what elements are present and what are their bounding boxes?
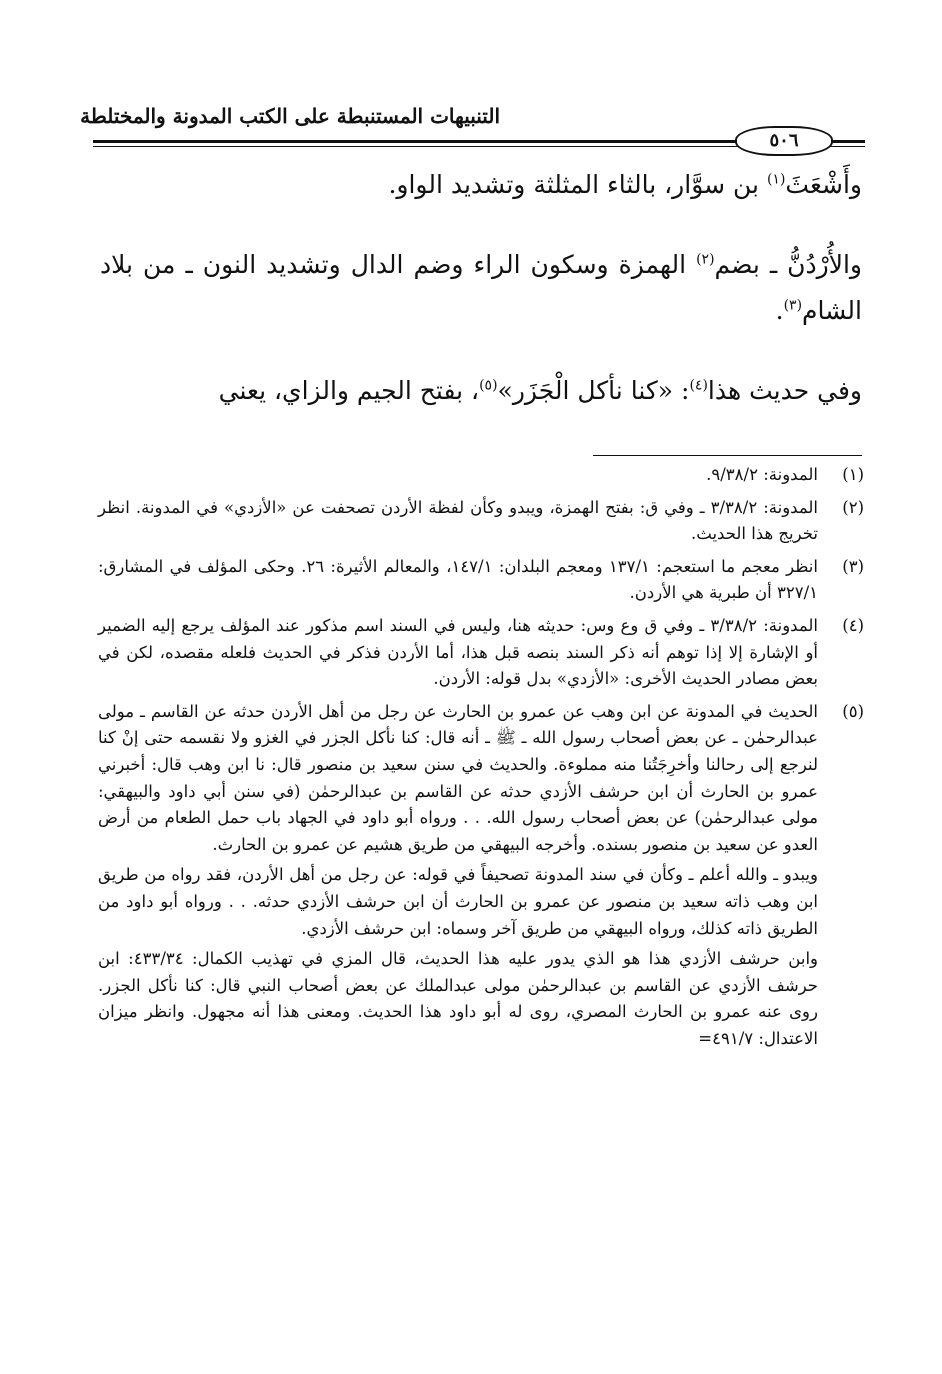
footnote-text: المدونة: ٩/٣٨/٢. <box>706 465 818 484</box>
footnote-ref-5: (٥) <box>479 377 498 394</box>
footnote-number: (٤) <box>842 615 864 635</box>
footnote-ref-2: (٢) <box>696 251 715 268</box>
footnote-number: (٥) <box>842 701 864 721</box>
footnote-text: انظر معجم ما استعجم: ١٣٧/١ ومعجم البلدان: ١٤٧/١، والمعالم الأثيرة: ٢٦. وحكى المؤلف في المشارق: ٣٢٧/١ أن طبرية هي الأردن. <box>98 556 818 603</box>
paragraph-ashath: وأَشْعَثَ$^{(١)}$ بن سوَّار، بالثاء المثلثة وتشديد الواو. <box>388 170 862 199</box>
footnote-number: (٣) <box>842 556 864 576</box>
footnotes <box>98 462 864 1058</box>
paragraph-urdun: والأُرْدُنُّ ـ بضم$^{(٢)}$ الهمزة وسكون الراء وضم الدال وتشديد النون ـ من بلاد الشام$^{(٣)}$. <box>100 250 863 325</box>
main-text <box>100 162 862 414</box>
footnote-5 <box>98 699 864 1053</box>
footnote-text-part-2: ويبدو ـ والله أعلم ـ وكأن في سند المدونة تصحيفاً في قوله: عن رجل من أهل الأردن، فقد رواه من طريق ابن وهب ذاته سعيد بن منصور عن عمرو بن الحارث أن ابن حرشف الأزدي حدثه. . . ورواه أبو داود من الطريق ذاته كذلك، ورواه البيهقي من طريق آخر وسماه: ابن حرشف الأزدي. <box>98 865 818 938</box>
footnote-text: المدونة: ٣/٣٨/٢ ـ وفي ق وع وس: حديثه هنا، وليس في السند اسم مذكور عند المؤلف يرجع إليه الضمير أو الإشارة إلا إذا توهم أنه ذكر السند بنصه قبل هذا، أما الأردن فذكر في الحديث فلعله مقصده، لكن في بعض مصادر الحديث الأخرى: «الأزدي» بدل قوله: الأردن. <box>98 615 818 689</box>
footnote-2 <box>98 495 864 548</box>
running-title: التنبيهات المستنبطة على الكتب المدونة والمختلطة <box>80 104 500 128</box>
footnote-text: المدونة: ٣/٣٨/٢ ـ وفي ق: بفتح الهمزة، ويبدو وكأن لفظة الأردن تصحفت عن «الأزدي» في المدونة. انظر تخريج هذا الحديث. <box>98 497 818 544</box>
footnote-ref-3: (٣) <box>783 297 803 314</box>
footnote-number: (١) <box>842 465 864 484</box>
footnote-ref-4: (٤) <box>689 377 708 394</box>
footnote-3 <box>98 554 864 607</box>
footnote-number: (٢) <box>842 497 864 517</box>
footnote-text-part-1: الحديث في المدونة عن ابن وهب عن عمرو بن الحارث عن رجل من أهل الأردن حدثه عن القاسم ـ مولى عبدالرحمٰن ـ عن بعض أصحاب رسول الله ـ ﷺ ـ أنه قال: كنا نأكل الجزر في الغزو ولا نقسمه حتى إنْ كنا لنرجع إلى رحالنا وأخرِجَتُنا منه مملوءة. والحديث في سنن سعيد بن منصور قال: نا ابن وهب قال: أخبرني عمرو بن الحارث أن ابن حرشف الأزدي حدثه عن القاسم بن عبدالرحمٰن (في سنن أبي داود والبيهقي: مولى عبدالرحمٰن) عن بعض أصحاب رسول الله. . . ورواه أبو داود في الجهاد باب حمل الطعام من أرض العدو عن سعيد بن منصور بسنده. وأخرجه البيهقي من طريق هشيم عن عمرو بن الحارث. <box>98 701 818 854</box>
paragraph-hadith: وفي حديث هذا$^{(٤)}$: «كنا نأكل الْجَزَر»$^{(٥)}$، بفتح الجيم والزاي، يعني <box>218 376 862 405</box>
page-number: ٥٠٦ <box>735 126 833 156</box>
footnote-ref-1: (١) <box>766 171 786 188</box>
footnote-4 <box>98 613 864 693</box>
footnote-text-part-3: وابن حرشف الأزدي هذا هو الذي يدور عليه هذا الحديث، قال المزي في تهذيب الكمال: ٤٣٣/٣٤: ابن حرشف الأزدي عن القاسم بن عبدالرحمٰن مولى عبدالملك عن بعض أصحاب النبي قال: كنا نأكل الجزر. روى عنه عمرو بن الحارث المصري، روى له أبو داود هذا الحديث. ومعنى هذا أنه مجهول. وانظر ميزان الاعتدال: ٤٩١/٧= <box>98 949 819 1048</box>
footnote-1 <box>98 462 864 489</box>
footnote-separator <box>593 455 862 456</box>
